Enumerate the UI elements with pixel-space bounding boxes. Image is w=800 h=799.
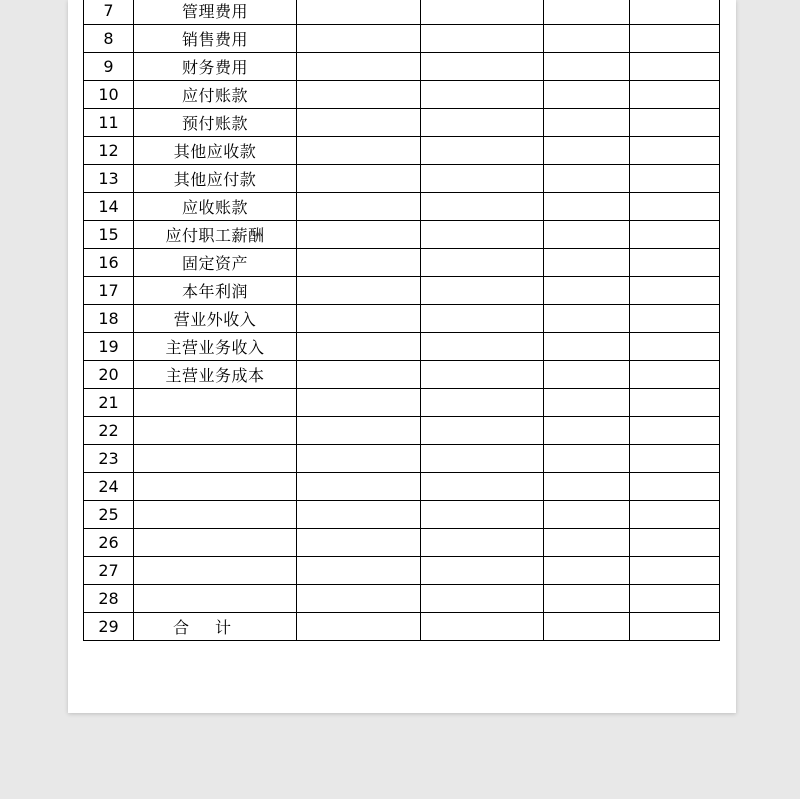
table-row <box>84 501 720 529</box>
amount-cell[interactable] <box>544 333 630 361</box>
amount-cell[interactable] <box>421 221 544 249</box>
amount-cell[interactable] <box>630 305 720 333</box>
amount-cell[interactable] <box>630 613 720 641</box>
amount-cell[interactable] <box>544 557 630 585</box>
account-name[interactable]: 本年利润 <box>134 277 297 305</box>
account-name[interactable]: 管理费用 <box>134 0 297 25</box>
amount-cell[interactable] <box>297 137 421 165</box>
account-name[interactable]: 其他应收款 <box>134 137 297 165</box>
amount-cell[interactable] <box>630 193 720 221</box>
account-name[interactable]: 主营业务收入 <box>134 333 297 361</box>
amount-cell[interactable] <box>630 109 720 137</box>
table-row <box>84 165 720 193</box>
amount-cell[interactable] <box>421 277 544 305</box>
amount-cell[interactable] <box>421 529 544 557</box>
row-number[interactable]: 19 <box>84 333 134 361</box>
account-name[interactable]: 营业外收入 <box>134 305 297 333</box>
account-name[interactable] <box>134 389 297 417</box>
amount-cell[interactable] <box>421 361 544 389</box>
row-number[interactable]: 11 <box>84 109 134 137</box>
amount-cell[interactable] <box>544 109 630 137</box>
amount-cell[interactable] <box>297 109 421 137</box>
account-name[interactable] <box>134 529 297 557</box>
amount-cell[interactable] <box>630 25 720 53</box>
account-name[interactable] <box>134 557 297 585</box>
amount-cell[interactable] <box>544 165 630 193</box>
amount-cell[interactable] <box>421 305 544 333</box>
account-name[interactable] <box>134 445 297 473</box>
table-row <box>84 557 720 585</box>
amount-cell[interactable] <box>544 53 630 81</box>
table-row <box>84 333 720 361</box>
row-number[interactable]: 23 <box>84 445 134 473</box>
row-number[interactable]: 24 <box>84 473 134 501</box>
account-name[interactable]: 预付账款 <box>134 109 297 137</box>
amount-cell[interactable] <box>630 529 720 557</box>
total-label[interactable]: 合计 <box>134 613 297 641</box>
amount-cell[interactable] <box>630 277 720 305</box>
amount-cell[interactable] <box>421 165 544 193</box>
account-name[interactable] <box>134 473 297 501</box>
table-row <box>84 109 720 137</box>
table-row <box>84 277 720 305</box>
table-body <box>84 0 720 641</box>
amount-cell[interactable] <box>544 305 630 333</box>
amount-cell[interactable] <box>544 25 630 53</box>
table-row <box>84 249 720 277</box>
table-row <box>84 81 720 109</box>
amount-cell[interactable] <box>630 221 720 249</box>
account-name[interactable] <box>134 501 297 529</box>
amount-cell[interactable] <box>630 165 720 193</box>
amount-cell[interactable] <box>630 0 720 25</box>
amount-cell[interactable] <box>544 417 630 445</box>
amount-cell[interactable] <box>544 389 630 417</box>
amount-cell[interactable] <box>544 193 630 221</box>
amount-cell[interactable] <box>297 473 421 501</box>
amount-cell[interactable] <box>544 0 630 25</box>
row-number[interactable]: 20 <box>84 361 134 389</box>
amount-cell[interactable] <box>421 585 544 613</box>
amount-cell[interactable] <box>421 81 544 109</box>
row-number[interactable]: 9 <box>84 53 134 81</box>
table-row <box>84 193 720 221</box>
amount-cell[interactable] <box>544 361 630 389</box>
amount-cell[interactable] <box>630 445 720 473</box>
table-row-total <box>84 613 720 641</box>
table-row <box>84 0 720 25</box>
account-name[interactable]: 应收账款 <box>134 193 297 221</box>
amount-cell[interactable] <box>297 389 421 417</box>
account-name[interactable]: 应付职工薪酬 <box>134 221 297 249</box>
amount-cell[interactable] <box>421 109 544 137</box>
account-name[interactable]: 财务费用 <box>134 53 297 81</box>
row-number[interactable]: 22 <box>84 417 134 445</box>
amount-cell[interactable] <box>544 137 630 165</box>
amount-cell[interactable] <box>421 25 544 53</box>
table-row <box>84 305 720 333</box>
amount-cell[interactable] <box>630 585 720 613</box>
amount-cell[interactable] <box>297 277 421 305</box>
amount-cell[interactable] <box>297 613 421 641</box>
amount-cell[interactable] <box>421 501 544 529</box>
row-number[interactable]: 8 <box>84 25 134 53</box>
table-row <box>84 585 720 613</box>
amount-cell[interactable] <box>421 333 544 361</box>
amount-cell[interactable] <box>544 221 630 249</box>
row-number[interactable]: 26 <box>84 529 134 557</box>
amount-cell[interactable] <box>544 501 630 529</box>
amount-cell[interactable] <box>297 53 421 81</box>
amount-cell[interactable] <box>544 81 630 109</box>
amount-cell[interactable] <box>297 417 421 445</box>
amount-cell[interactable] <box>297 0 421 25</box>
row-number[interactable]: 16 <box>84 249 134 277</box>
table-row <box>84 417 720 445</box>
amount-cell[interactable] <box>630 333 720 361</box>
amount-cell[interactable] <box>297 361 421 389</box>
account-name[interactable]: 主营业务成本 <box>134 361 297 389</box>
amount-cell[interactable] <box>297 25 421 53</box>
table-row <box>84 473 720 501</box>
amount-cell[interactable] <box>544 529 630 557</box>
account-name[interactable] <box>134 585 297 613</box>
amount-cell[interactable] <box>421 0 544 25</box>
amount-cell[interactable] <box>421 53 544 81</box>
row-number[interactable]: 10 <box>84 81 134 109</box>
row-number[interactable]: 21 <box>84 389 134 417</box>
account-name[interactable]: 固定资产 <box>134 249 297 277</box>
table-row <box>84 137 720 165</box>
row-number[interactable]: 17 <box>84 277 134 305</box>
table-row <box>84 221 720 249</box>
amount-cell[interactable] <box>297 445 421 473</box>
amount-cell[interactable] <box>630 361 720 389</box>
row-number[interactable]: 18 <box>84 305 134 333</box>
amount-cell[interactable] <box>544 249 630 277</box>
amount-cell[interactable] <box>421 473 544 501</box>
amount-cell[interactable] <box>421 249 544 277</box>
amount-cell[interactable] <box>297 501 421 529</box>
amount-cell[interactable] <box>630 137 720 165</box>
row-number[interactable]: 12 <box>84 137 134 165</box>
table-row <box>84 25 720 53</box>
account-name[interactable]: 其他应付款 <box>134 165 297 193</box>
row-number[interactable]: 29 <box>84 613 134 641</box>
amount-cell[interactable] <box>421 389 544 417</box>
account-name[interactable]: 应付账款 <box>134 81 297 109</box>
amount-cell[interactable] <box>421 193 544 221</box>
amount-cell[interactable] <box>544 445 630 473</box>
amount-cell[interactable] <box>297 585 421 613</box>
row-number[interactable]: 7 <box>84 0 134 25</box>
amount-cell[interactable] <box>297 333 421 361</box>
account-table <box>83 0 720 641</box>
row-number[interactable]: 13 <box>84 165 134 193</box>
amount-cell[interactable] <box>421 417 544 445</box>
amount-cell[interactable] <box>630 249 720 277</box>
amount-cell[interactable] <box>421 557 544 585</box>
table-row <box>84 529 720 557</box>
row-number[interactable]: 14 <box>84 193 134 221</box>
amount-cell[interactable] <box>297 529 421 557</box>
amount-cell[interactable] <box>544 613 630 641</box>
row-number[interactable]: 25 <box>84 501 134 529</box>
amount-cell[interactable] <box>421 137 544 165</box>
row-number[interactable]: 28 <box>84 585 134 613</box>
table-row <box>84 53 720 81</box>
amount-cell[interactable] <box>630 501 720 529</box>
account-name[interactable]: 销售费用 <box>134 25 297 53</box>
amount-cell[interactable] <box>297 305 421 333</box>
amount-cell[interactable] <box>421 445 544 473</box>
amount-cell[interactable] <box>630 473 720 501</box>
account-name[interactable] <box>134 417 297 445</box>
amount-cell[interactable] <box>421 613 544 641</box>
table-row <box>84 445 720 473</box>
amount-cell[interactable] <box>630 417 720 445</box>
amount-cell[interactable] <box>544 473 630 501</box>
amount-cell[interactable] <box>630 81 720 109</box>
row-number[interactable]: 27 <box>84 557 134 585</box>
amount-cell[interactable] <box>630 389 720 417</box>
amount-cell[interactable] <box>297 557 421 585</box>
amount-cell[interactable] <box>297 193 421 221</box>
amount-cell[interactable] <box>297 221 421 249</box>
amount-cell[interactable] <box>297 165 421 193</box>
amount-cell[interactable] <box>630 53 720 81</box>
amount-cell[interactable] <box>544 277 630 305</box>
table-row <box>84 389 720 417</box>
amount-cell[interactable] <box>297 81 421 109</box>
amount-cell[interactable] <box>297 249 421 277</box>
row-number[interactable]: 15 <box>84 221 134 249</box>
table-row <box>84 361 720 389</box>
amount-cell[interactable] <box>630 557 720 585</box>
amount-cell[interactable] <box>544 585 630 613</box>
